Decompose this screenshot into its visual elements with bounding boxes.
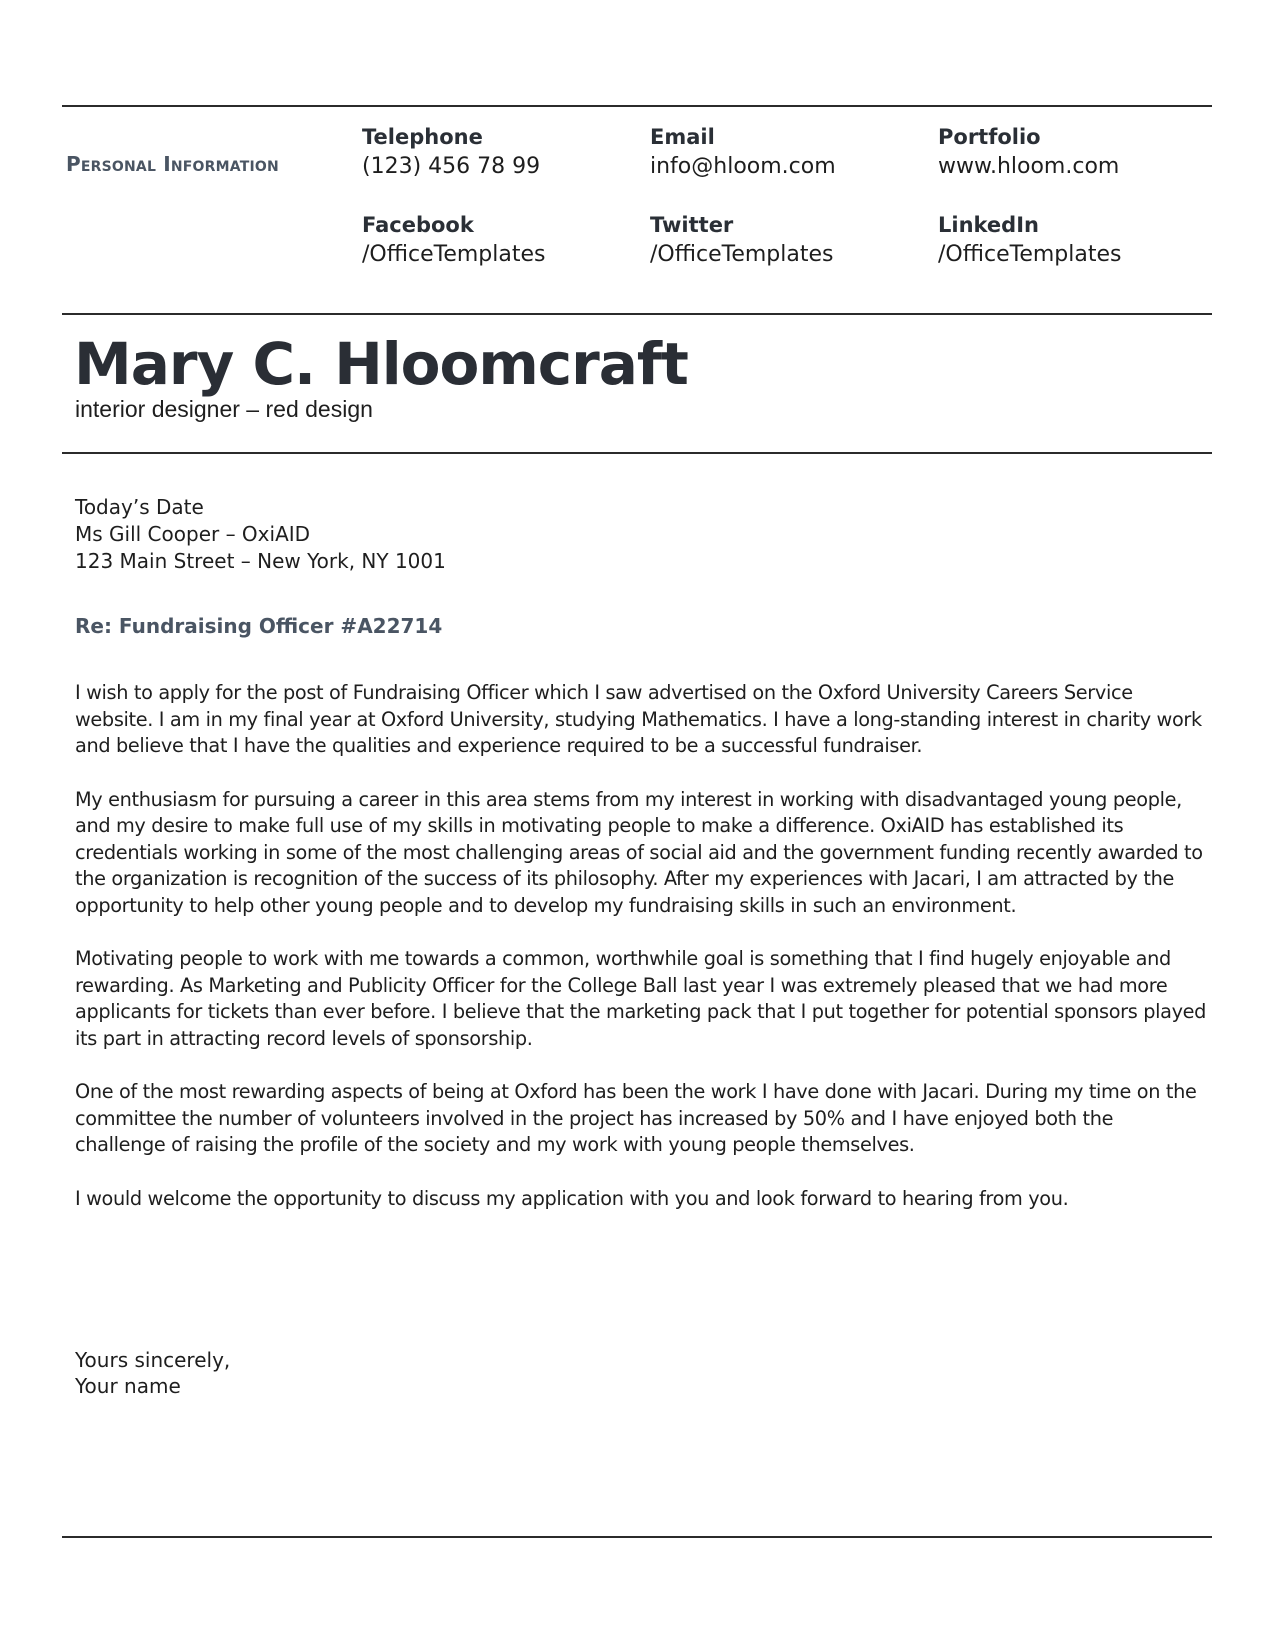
recipient-name: Ms Gill Cooper – OxiAID [75, 522, 311, 546]
subject-line: Re: Fundraising Officer #A22714 [75, 614, 443, 638]
contact-label: Twitter [650, 213, 734, 237]
letter-date: Today’s Date [75, 495, 204, 519]
contact-value: /OfficeTemplates [362, 242, 546, 267]
contact-portfolio [938, 122, 1212, 210]
closing-block [75, 1347, 230, 1399]
body-paragraph: My enthusiasm for pursuing a career in this area stems from my interest in working with disadvantaged young people, and my desire to make full use of my skills in motivating people to make a difference. OxiAID has established its credentials working in some of the most challenging areas of social aid and the government funding recently awarded to the organization is recognition of the success of its philosophy. After my experiences with Jacari, I am attracted by the opportunity to help other young people and to develop my fundraising skills in such an environment. [75, 787, 1203, 917]
contact-label: Facebook [362, 213, 474, 237]
body-paragraph: One of the most rewarding aspects of being at Oxford has been the work I have done with Jacari. During my time on the committee the number of volunteers involved in the project has increased by 50% and I have enjoyed both the challenge of raising the profile of the society and my work with young people themselves. [75, 1080, 1197, 1156]
applicant-name: Mary C. Hloomcraft [74, 330, 688, 398]
letter-body [75, 680, 1209, 1239]
name-top-divider [62, 313, 1212, 315]
recipient-block [75, 494, 446, 575]
closing-salutation: Yours sincerely, [75, 1348, 231, 1372]
contact-label: Email [650, 125, 715, 149]
contact-value: /OfficeTemplates [938, 242, 1122, 267]
contact-value: www.hloom.com [938, 154, 1120, 179]
contact-linkedin [938, 210, 1212, 298]
contact-grid [362, 122, 1212, 298]
bottom-divider [62, 1536, 1212, 1538]
contact-value: /OfficeTemplates [650, 242, 834, 267]
contact-value: (123) 456 78 99 [362, 154, 541, 179]
contact-label: Portfolio [938, 125, 1041, 149]
body-paragraph: I wish to apply for the post of Fundraising Officer which I saw advertised on the Oxford University Careers Service website. I am in my final year at Oxford University, studying Mathematics. I have a long-standing interest in charity work and believe that I have the qualities and experience required to be a successful fundraiser. [75, 681, 1202, 757]
contact-facebook [362, 210, 650, 298]
top-divider [62, 105, 1212, 107]
recipient-address: 123 Main Street – New York, NY 1001 [75, 549, 446, 573]
signature-name: Your name [75, 1374, 181, 1398]
contact-value: info@hloom.com [650, 154, 836, 179]
contact-email [650, 122, 938, 210]
body-paragraph: Motivating people to work with me towards a common, worthwhile goal is something that I find hugely enjoyable and rewarding. As Marketing and Publicity Officer for the College Ball last year I was extremely pleased that we had more applicants for tickets than ever before. I believe that the marketing pack that I put together for potential sponsors played its part in attracting record levels of sponsorship. [75, 947, 1207, 1050]
applicant-title: interior designer – red design [75, 396, 373, 422]
body-paragraph: I would welcome the opportunity to discuss my application with you and look forward to hearing from you. [75, 1186, 1069, 1210]
section-label-personal-information: Personal Information [66, 152, 279, 176]
name-bottom-divider [62, 452, 1212, 454]
contact-twitter [650, 210, 938, 298]
contact-label: Telephone [362, 125, 483, 149]
contact-label: LinkedIn [938, 213, 1039, 237]
contact-telephone [362, 122, 650, 210]
